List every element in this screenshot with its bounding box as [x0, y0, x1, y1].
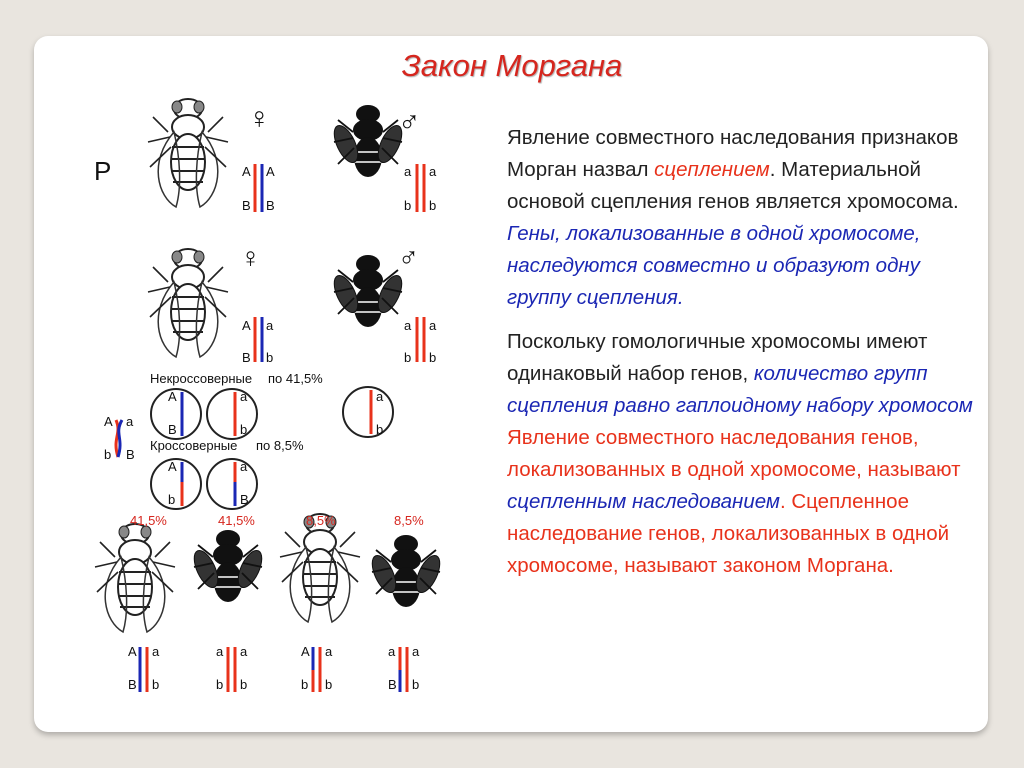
- allele-b: b: [266, 350, 274, 365]
- allele-A: A: [266, 164, 275, 179]
- allele-b: b: [301, 677, 309, 692]
- allele-A: A: [104, 414, 113, 429]
- allele-b: b: [429, 350, 437, 365]
- allele-a: a: [216, 644, 224, 659]
- allele-a: a: [429, 318, 437, 333]
- allele-B: B: [388, 677, 397, 692]
- allele-A: A: [242, 164, 251, 179]
- allele-b: b: [240, 422, 248, 437]
- allele-a: a: [376, 389, 384, 404]
- allele-A: A: [168, 459, 177, 474]
- allele-a: a: [266, 318, 274, 333]
- allele-a: a: [325, 644, 333, 659]
- offspring-pct-1: 41,5%: [130, 513, 167, 528]
- crossover-pct: по 8,5%: [256, 438, 304, 453]
- allele-B: B: [168, 422, 177, 437]
- allele-b: b: [240, 677, 248, 692]
- p2-text-1: Поскольку гомологичные хромосомы имеют одинаковый набор генов,: [507, 330, 928, 385]
- noncrossover-pct: по 41,5%: [268, 371, 323, 386]
- allele-b: b: [404, 198, 412, 213]
- offspring-pct-4: 8,5%: [394, 513, 424, 528]
- p1-text-2: . Материальной основой сцепления генов является хромосома.: [507, 158, 959, 213]
- allele-B: B: [266, 198, 275, 213]
- p-label: P: [94, 156, 112, 186]
- offspring-pct-2: 41,5%: [218, 513, 255, 528]
- morgan-figure: [88, 92, 478, 702]
- slide-title: Закон Моргана: [401, 48, 623, 83]
- allele-b: b: [404, 350, 412, 365]
- allele-B: B: [240, 492, 249, 507]
- offspring-pct-3: 8,5%: [306, 513, 336, 528]
- allele-b: b: [168, 492, 176, 507]
- allele-a: a: [429, 164, 437, 179]
- allele-b: b: [152, 677, 160, 692]
- allele-B: B: [126, 447, 135, 462]
- p2-term-linked: сцепленным наследованием: [507, 490, 780, 513]
- noncrossover-label: Некроссоверные: [150, 371, 253, 386]
- p2-text-3: Явление совместного наследования генов, локализованных в одной хромосоме, называют: [507, 426, 961, 481]
- p1-text-3: Гены, локализованные в одной хромосоме, наследуются совместно и образуют одну группу сцепления.: [507, 222, 921, 309]
- paragraph-2: [507, 326, 977, 582]
- allele-A: A: [168, 389, 177, 404]
- allele-b: b: [412, 677, 420, 692]
- slide-text: [507, 122, 977, 594]
- male-symbol: ♂: [398, 106, 421, 139]
- p2-text-4: . Сцепленное наследование генов, локализованных в одной хромосоме, называют законом Моргана.: [507, 490, 950, 577]
- allele-a: a: [388, 644, 396, 659]
- male-symbol-2: ♂: [398, 242, 419, 273]
- crossover-label: Кроссоверные: [150, 438, 238, 453]
- allele-a: a: [240, 644, 248, 659]
- p2-text-2: количество групп сцепления равно гаплоидному набору хромосом: [507, 362, 973, 417]
- allele-a: a: [404, 318, 412, 333]
- allele-a: a: [152, 644, 160, 659]
- p1-text-1: Явление совместного наследования признаков Морган назвал: [507, 126, 959, 181]
- allele-B: B: [128, 677, 137, 692]
- figure-drawing: [88, 92, 478, 702]
- allele-a: a: [412, 644, 420, 659]
- female-symbol-2: ♀: [240, 242, 261, 273]
- allele-b: b: [376, 422, 384, 437]
- allele-a: a: [404, 164, 412, 179]
- allele-b: b: [216, 677, 224, 692]
- allele-B: B: [242, 350, 251, 365]
- p1-term-linkage: сцеплением: [654, 158, 770, 181]
- allele-a: a: [240, 389, 248, 404]
- allele-A: A: [128, 644, 137, 659]
- female-symbol: ♀: [248, 102, 271, 135]
- allele-A: A: [242, 318, 251, 333]
- allele-b: b: [104, 447, 112, 462]
- paragraph-1: [507, 122, 977, 314]
- allele-b: b: [325, 677, 333, 692]
- allele-a: a: [126, 414, 134, 429]
- allele-a: a: [240, 459, 248, 474]
- allele-B: B: [242, 198, 251, 213]
- allele-b: b: [429, 198, 437, 213]
- allele-A: A: [301, 644, 310, 659]
